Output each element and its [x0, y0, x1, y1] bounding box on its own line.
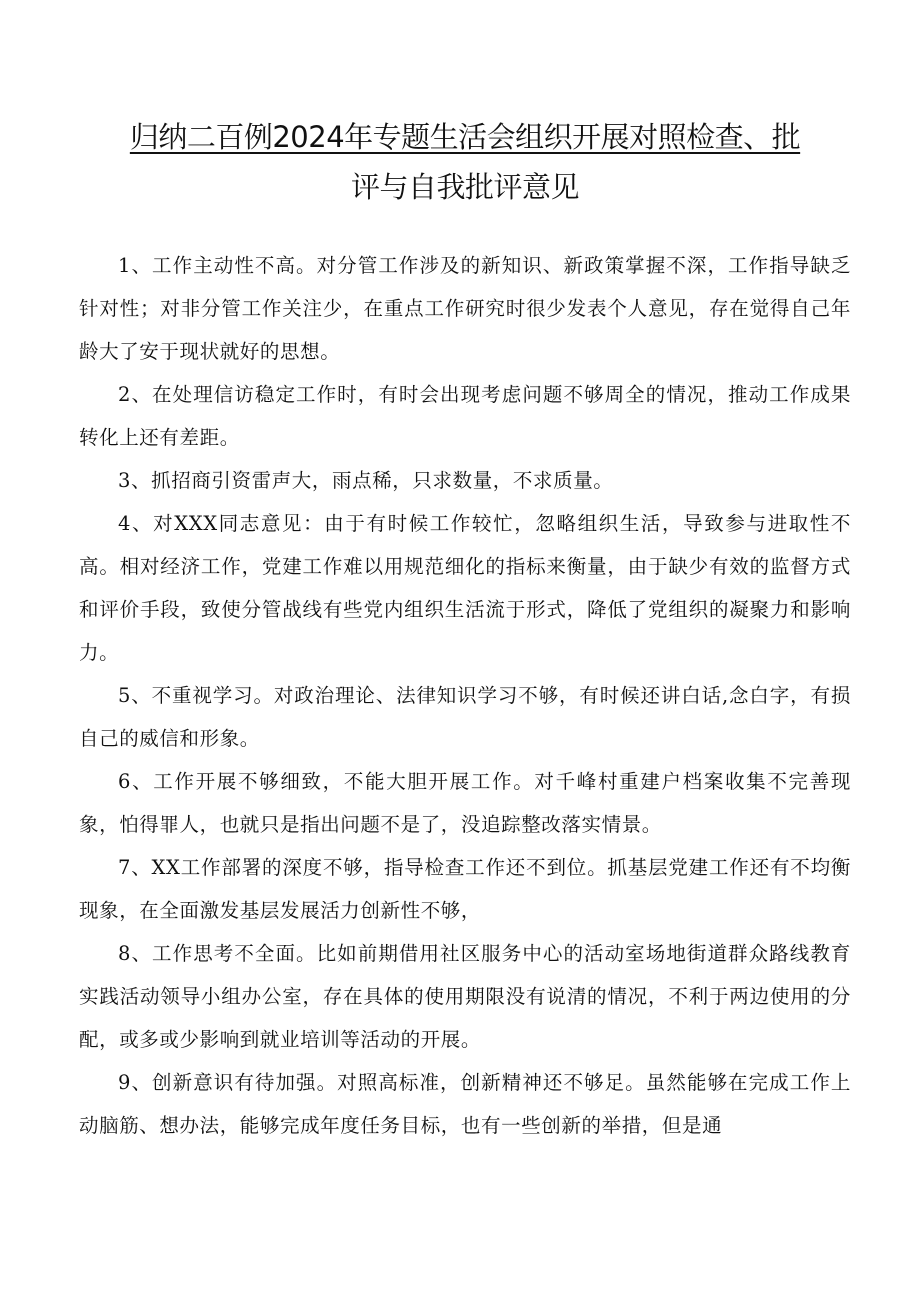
paragraph-5: 5、不重视学习。对政治理论、法律知识学习不够，有时候还讲白话,念白字，有损自己的威信和形象。 — [79, 684, 851, 750]
paragraph-2: 2、在处理信访稳定工作时，有时会出现考虑问题不够周全的情况，推动工作成果转化上还有差距。 — [79, 383, 851, 449]
title-line-2: 评与自我批评意见 — [350, 170, 579, 204]
paragraph-7: 7、XX工作部署的深度不够，指导检查工作还不到位。抓基层党建工作还有不均衡现象，在全面激发基层发展活力创新性不够， — [79, 856, 851, 922]
paragraph-9: 9、创新意识有待加强。对照高标准，创新精神还不够足。虽然能够在完成工作上动脑筋、想办法，能够完成年度任务目标，也有一些创新的举措，但是通 — [79, 1071, 851, 1137]
document-title — [80, 112, 850, 212]
title-line-1: 归纳二百例2024年专题生活会组织开展对照检查、批 — [129, 120, 801, 154]
document-body — [79, 244, 851, 1147]
paragraph-1: 1、工作主动性不高。对分管工作涉及的新知识、新政策掌握不深，工作指导缺乏针对性；对非分管工作关注少，在重点工作研究时很少发表个人意见，存在觉得自己年龄大了安于现状就好的思想。 — [79, 254, 851, 363]
paragraph-6: 6、工作开展不够细致，不能大胆开展工作。对千峰村重建户档案收集不完善现象，怕得罪人，也就只是指出问题不是了，没追踪整改落实情景。 — [79, 770, 851, 836]
paragraph-3: 3、抓招商引资雷声大，雨点稀，只求数量，不求质量。 — [118, 469, 614, 492]
paragraph-8: 8、工作思考不全面。比如前期借用社区服务中心的活动室场地街道群众路线教育实践活动领导小组办公室，存在具体的使用期限没有说清的情况，不利于两边使用的分配，或多或少影响到就业培训等活动的开展。 — [79, 942, 851, 1051]
paragraph-4: 4、对XXX同志意见：由于有时候工作较忙，忽略组织生活，导致参与进取性不高。相对经济工作，党建工作难以用规范细化的指标来衡量，由于缺少有效的监督方式和评价手段，致使分管战线有些党内组织生活流于形式，降低了党组织的凝聚力和影响力。 — [79, 512, 851, 664]
